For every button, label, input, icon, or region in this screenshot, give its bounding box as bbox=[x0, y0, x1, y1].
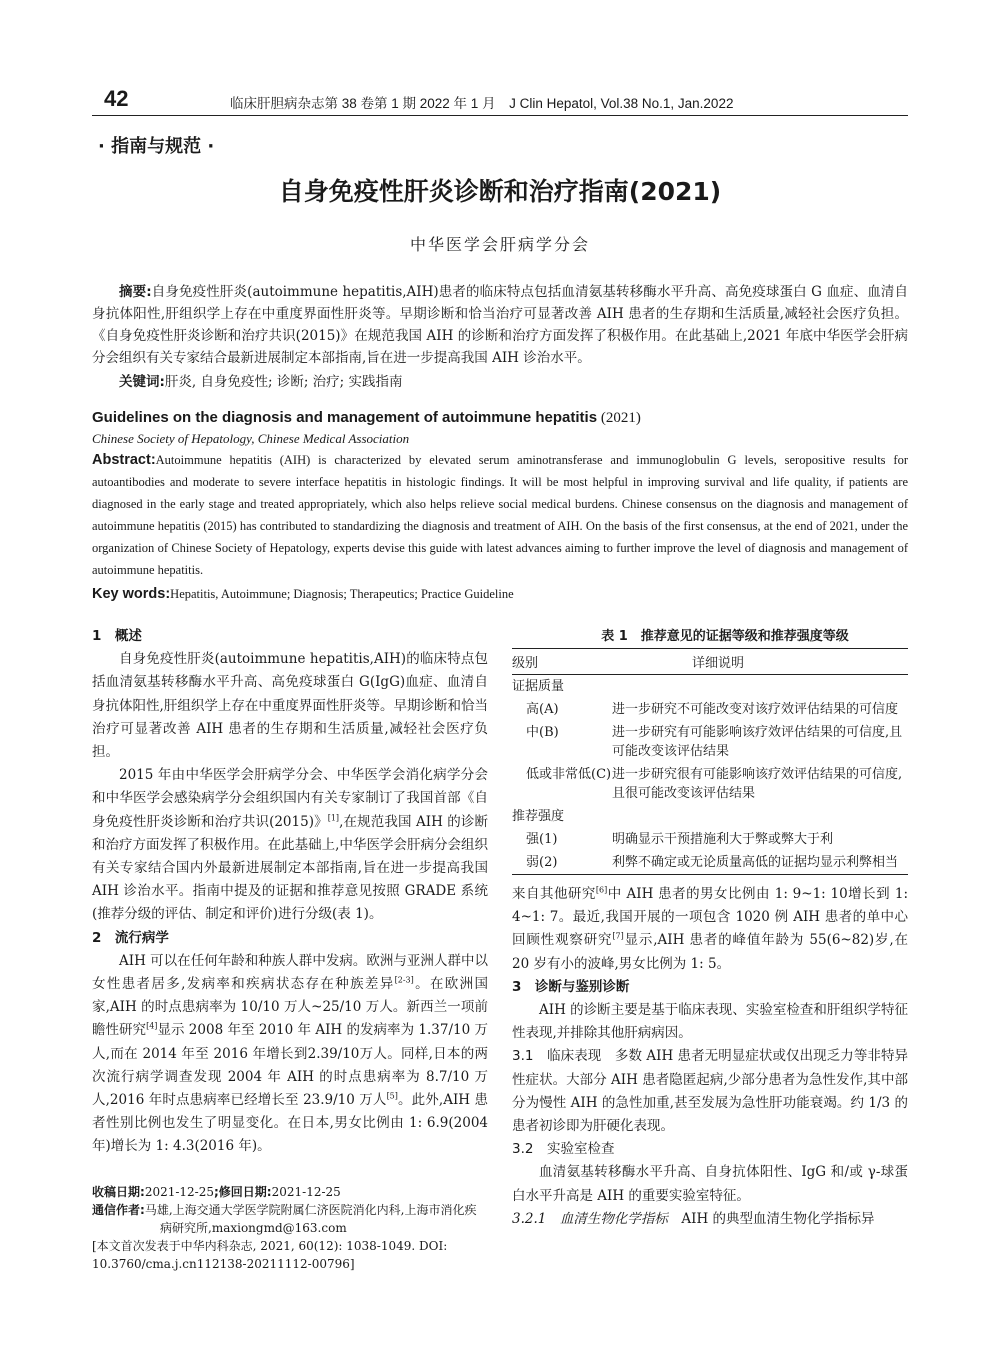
en-title-year: (2021) bbox=[597, 410, 641, 426]
paragraph: AIH 可以在任何年龄和种族人群中发病。欧洲与亚洲人群中以女性患者居多,发病率和疾病状态存在种族差异[2-3]。在欧洲国家,AIH 的时点患病率为 10/10 万人~25/10 万人。新西兰一项前瞻性研究[4]显示 2008 年至 2010 年 AIH 的发病率为 1.37/10 万人,而在 2014 年至 2016 年增长到2.39/10万人。同样,日本的两次流行病学调查发现 2004 年 AIH 的时点患病率为 8.7/10 万人,2016 年时点患病率已经增长至 23.9/10 万人[5]。此外,AIH 患者性别比例也发生了明显变化。在日本,男女比例由 1: 6.9(2004 年)增长为 1: 4.3(2016 年)。 bbox=[92, 952, 489, 1155]
table-cell-level: 低或非常低(C) bbox=[526, 767, 612, 782]
citation[interactable]: [7] bbox=[612, 931, 624, 941]
en-abstract bbox=[92, 449, 908, 581]
section-tag: · 指南与规范 · bbox=[98, 136, 215, 157]
first-published-note: [本文首次发表于中华内科杂志, 2021, 60(12): 1038-1049. DOI: 10.3760/cma.j.cn112138-20211112-00796] bbox=[92, 1238, 448, 1271]
table-header: 详细说明 bbox=[612, 649, 908, 675]
paragraph: AIH 的诊断主要是基于临床表现、实验室检查和肝组织学特征性表现,并排除其他肝病病因。 bbox=[512, 1002, 908, 1042]
table-cell-desc: 进一步研究不可能改变对该疗效评估结果的可信度 bbox=[612, 702, 899, 717]
citation[interactable]: [4] bbox=[146, 1021, 158, 1031]
cn-keywords bbox=[92, 371, 908, 393]
cn-keywords-text: 肝炎, 自身免疫性; 诊断; 治疗; 实践指南 bbox=[164, 374, 403, 390]
cn-abstract-label: 摘要: bbox=[119, 284, 152, 300]
table-cell-level: 高(A) bbox=[526, 702, 559, 717]
en-title bbox=[92, 409, 908, 427]
paragraph: 来自其他研究[6]中 AIH 患者的男女比例由 1: 9~1: 10增长到 1: 4~1: 7。最近,我国开展的一项包含 1020 例 AIH 患者的单中心回顾性观察研究[7]显示,AIH 患者的峰值年龄为 55(6~82)岁,在 20 岁有小的波峰,男女比例为 1: 5。 bbox=[512, 885, 909, 972]
en-keywords-text: Hepatitis, Autoimmune; Diagnosis; Therapeutics; Practice Guideline bbox=[170, 587, 514, 601]
citation[interactable]: [6] bbox=[595, 885, 608, 895]
en-abstract-text: Autoimmune hepatitis (AIH) is characterized by elevated serum aminotransferase and immunoglobulin G levels, seropositive results for autoantibodies and moderate to severe interface hepatitis in histologic findings. It will be most helpful in improving survival and life quality, if patients are diagnosed in the early stage and treated appropriately, which also helps relieve social medical burdens. Chinese consensus on the diagnosis and management of autoimmune hepatitis (2015) has contributed to standardizing the diagnosis and treatment of AIH. On the basis of the first consensus, at the end of 2021, under the organization of Chinese Society of Hepatology, experts devise this guide with latest advances aiming to further improve the level of diagnosis and management of autoimmune hepatitis. bbox=[92, 453, 908, 577]
article bbox=[0, 132, 1000, 1303]
page-header bbox=[0, 0, 1000, 120]
heading-overview: 1 概述 bbox=[92, 628, 142, 644]
two-columns bbox=[92, 625, 908, 1273]
table-cell-desc bbox=[612, 675, 908, 699]
table-row bbox=[512, 675, 908, 699]
table-cell-desc: 利弊不确定或无论质量高低的证据均显示利弊相当 bbox=[612, 855, 899, 870]
heading-diagnosis: 3 诊断与鉴别诊断 bbox=[512, 978, 630, 995]
paragraph: 2015 年由中华医学会肝病学分会、中华医学会消化病学分会和中华医学会感染病学分会组织国内有关专家制订了我国首部《自身免疫性肝炎诊断和治疗共识(2015)》[1],在规范我国 AIH 的诊断和治疗方面发挥了积极作用。在此基础上,中华医学会肝病分会组织有关专家结合国内外最新进展制定本部指南,旨在进一步提高我国 AIH 诊治水平。指南中提及的证据和推荐意见按照 GRADE 系统(推荐分级的评估、制定和评价)进行分级(表 1)。 bbox=[92, 767, 489, 923]
table-cell-level: 中(B) bbox=[526, 725, 559, 740]
table-row bbox=[512, 851, 908, 875]
author: 中华医学会肝病学分会 bbox=[409, 235, 590, 254]
table-cell-level: 强(1) bbox=[526, 832, 558, 847]
cn-keywords-label: 关键词: bbox=[119, 374, 165, 390]
citation[interactable]: [5] bbox=[386, 1091, 398, 1101]
table-row bbox=[512, 828, 908, 851]
table-cell-desc bbox=[612, 805, 908, 828]
table-cell-desc: 明确显示干预措施利大于弊或弊大于利 bbox=[612, 832, 834, 847]
paragraph: 3.2.1 血清生物化学指标 AIH 的典型血清生物化学指标异 bbox=[512, 1210, 875, 1227]
header-rule bbox=[92, 115, 908, 116]
article-title: 自身免疫性肝炎诊断和治疗指南(2021) bbox=[278, 177, 722, 206]
left-column bbox=[92, 625, 488, 1159]
heading-epidemiology: 2 流行病学 bbox=[92, 929, 169, 946]
table-row bbox=[512, 763, 908, 805]
paragraph: 自身免疫性肝炎(autoimmune hepatitis,AIH)的临床特点包括血清氨基转移酶水平升高、高免疫球蛋白 G(IgG)血症、血清自身抗体阳性,肝组织学上存在中重度界面性肝炎等。早期诊断和恰当治疗可显著改善 AIH 患者的生存期和生活质量,减轻社会医疗负担。 bbox=[92, 651, 488, 761]
cn-abstract bbox=[92, 281, 908, 369]
table-cell-level: 弱(2) bbox=[526, 855, 558, 870]
en-keywords bbox=[92, 583, 908, 605]
table-cell-desc: 进一步研究很有可能影响该疗效评估结果的可信度,且很可能改变该评估结果 bbox=[612, 767, 903, 801]
table-row bbox=[512, 698, 908, 721]
paragraph: 血清氨基转移酶水平升高、自身抗体阳性、IgG 和/或 γ-球蛋白水平升高是 AIH 的重要实验室特征。 bbox=[512, 1164, 908, 1204]
en-abstract-label: Abstract: bbox=[92, 452, 156, 468]
table-row bbox=[512, 805, 908, 828]
table-cell-desc: 进一步研究有可能影响该疗效评估结果的可信度,且可能改变该评估结果 bbox=[612, 725, 903, 759]
paragraph: 3.1 临床表现 多数 AIH 患者无明显症状或仅出现乏力等非特异性症状。大部分 AIH 患者隐匿起病,少部分患者为急性发作,其中部分为慢性 AIH 的急性加重,甚至发展为急性肝功能衰竭。约 1/3 的患者初诊即为肝硬化表现。 bbox=[512, 1048, 908, 1135]
table-row bbox=[512, 721, 908, 763]
heading-clinical: 3.1 临床表现 bbox=[512, 1048, 602, 1065]
left-column-wrap bbox=[92, 625, 488, 1273]
table-1 bbox=[512, 625, 908, 875]
table-header: 级别 bbox=[512, 649, 612, 675]
running-head: 临床肝胆病杂志第 38 卷第 1 期 2022 年 1 月 J Clin Hepatol, Vol.38 No.1, Jan.2022 bbox=[230, 96, 734, 111]
right-column-wrap bbox=[512, 625, 908, 1231]
heading-lab: 3.2 实验室检查 bbox=[512, 1141, 615, 1158]
en-title-text: Guidelines on the diagnosis and management of autoimmune hepatitis bbox=[92, 409, 598, 426]
en-keywords-label: Key words: bbox=[92, 586, 171, 602]
citation[interactable]: [2-3] bbox=[394, 975, 414, 985]
table-caption: 表 1 推荐意见的证据等级和推荐强度等级 bbox=[601, 629, 849, 644]
table-cell-level: 证据质量 bbox=[512, 679, 565, 694]
en-authors: Chinese Society of Hepatology, Chinese Medical Association bbox=[92, 431, 410, 446]
footnote: 收稿日期:2021-12-25;修回日期:2021-12-25 通信作者:马雄,上海交通大学医学院附属仁济医院消化内科,上海市消化疾病研究所,maxiongmd@163.com [本文首次发表于中华内科杂志, 2021, 60(12): 1038-1049. DOI: 10.3760/cma.j.cn112138-20211112-00796] bbox=[92, 1183, 488, 1273]
right-column bbox=[512, 883, 908, 1231]
table-cell-level: 推荐强度 bbox=[512, 809, 565, 824]
cn-abstract-text: 自身免疫性肝炎(autoimmune hepatitis,AIH)患者的临床特点包括血清氨基转移酶水平升高、高免疫球蛋白 G 血症、血清自身抗体阳性,肝组织学上存在中重度界面性肝炎等。早期诊断和恰当治疗可显著改善 AIH 患者的生存期和生活质量,减轻社会医疗负担。《自身免疫性肝炎诊断和治疗共识(2015)》在规范我国 AIH 的诊断和治疗方面发挥了积极作用。在此基础上,2021 年底中华医学会肝病分会组织有关专家结合最新进展制定本部指南,旨在进一步提高我国 AIH 诊治水平。 bbox=[92, 284, 908, 366]
page-number: 42 bbox=[104, 86, 129, 111]
heading-biochem: 3.2.1 血清生物化学指标 bbox=[512, 1210, 668, 1227]
citation[interactable]: [1] bbox=[327, 813, 340, 823]
